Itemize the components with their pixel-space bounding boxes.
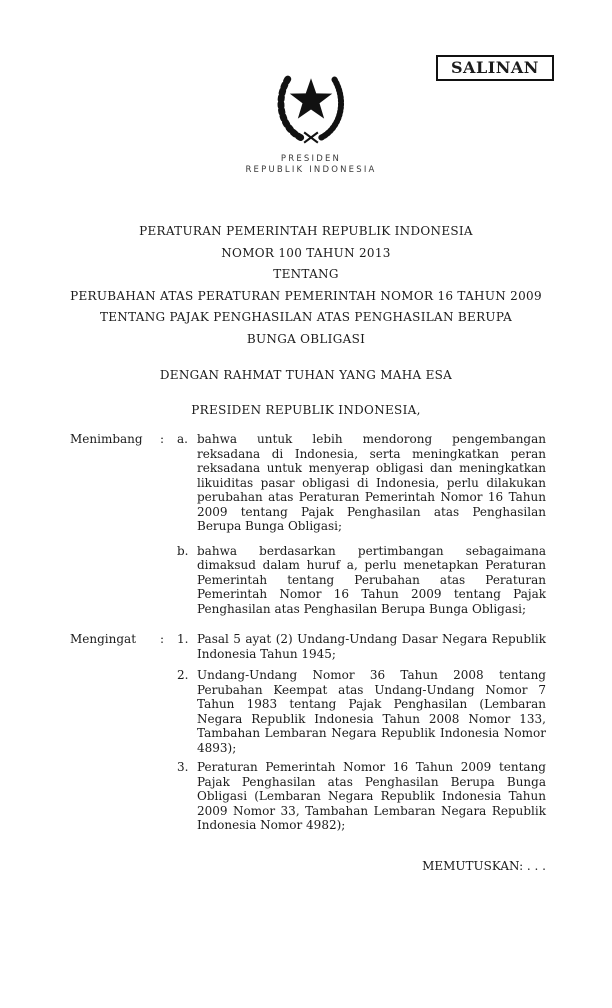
document-body [70,432,546,873]
considering-item-b-marker: b. [177,543,189,558]
recalling-item-1-marker: 1. [177,632,189,646]
recalling-item-3 [177,760,546,833]
considering-item-a-marker: a. [177,432,188,446]
recalling-item-2 [177,668,546,755]
letterhead-presiden: PRESIDEN [280,154,342,164]
recalling-colon: : [160,632,165,646]
title-line-6: BUNGA OBLIGASI [246,331,366,346]
considering-colon: : [160,432,165,446]
recalling-item-2-text: Undang-Undang Nomor 36 Tahun 2008 tentang Perubahan Keempat atas Undang-Undang Nomor 7 Tahun 1983 tentang Pajak Penghasilan (Lembaran Negara Republik Indonesia Tahun 2008 Nomor 133, Tambahan Lembaran Negara Republik Indonesia Nomor 4893); [197,668,546,755]
title-line-4: PERUBAHAN ATAS PERATURAN PEMERINTAH NOMOR 16 TAHUN 2009 [70,288,542,303]
title-line-1: PERATURAN PEMERINTAH REPUBLIK INDONESIA [139,224,473,238]
invocation-line: DENGAN RAHMAT TUHAN YANG MAHA ESA [159,368,453,382]
recalling-section [70,632,546,833]
recalling-label: Mengingat [70,632,137,646]
presidential-seal-icon [268,58,354,154]
title-line-2: NOMOR 100 TAHUN 2013 [221,245,391,260]
recalling-item-3-marker: 3. [177,760,189,774]
considering-item-a [177,432,546,534]
recalling-item-1-text: Pasal 5 ayat (2) Undang-Undang Dasar Negara Republik Indonesia Tahun 1945; [197,632,546,661]
recalling-item-1 [177,632,546,661]
considering-item-b-text: bahwa berdasarkan pertimbangan sebagaimana dimaksud dalam huruf a, perlu menetapkan Peraturan Pemerintah tentang Perubahan atas Peraturan Pemerintah Nomor 16 Tahun 2009 tentang Pajak Penghasilan atas Penghasilan Berupa Bunga Obligasi; [197,543,546,616]
considering-label: Menimbang [70,432,143,446]
recalling-item-3-text: Peraturan Pemerintah Nomor 16 Tahun 2009 tentang Pajak Penghasilan atas Penghasilan Berupa Bunga Obligasi (Lembaran Negara Republik Indonesia Tahun 2009 Nomor 33, Tambahan Lembaran Negara Republik Indonesia Nomor 4982); [197,760,546,832]
letterhead-republik-indonesia: REPUBLIK INDONESIA [245,164,377,175]
recalling-item-2-marker: 2. [177,668,189,682]
considering-item-a-text: bahwa untuk lebih mendorong pengembangan reksadana di Indonesia, serta meningkatkan peran reksadana untuk menyerap obligasi dan meningkatkan likuiditas pasar obligasi di Indonesia, perlu dilakukan perubahan atas Peraturan Pemerintah Nomor 16 Tahun 2009 tentang Pajak Penghasilan atas Penghasilan Berupa Bunga Obligasi; [197,432,546,533]
salinan-badge-label: SALINAN [451,58,539,77]
considering-item-b [177,544,546,617]
considering-section [70,432,546,616]
title-line-3: TENTANG [273,267,339,281]
title-line-5: TENTANG PAJAK PENGHASILAN ATAS PENGHASILAN BERUPA [99,310,513,324]
document-title [0,221,612,350]
letterhead [0,58,612,175]
authority-line: PRESIDEN REPUBLIK INDONESIA, [191,403,421,417]
decision-line: MEMUTUSKAN: . . . [422,858,546,873]
